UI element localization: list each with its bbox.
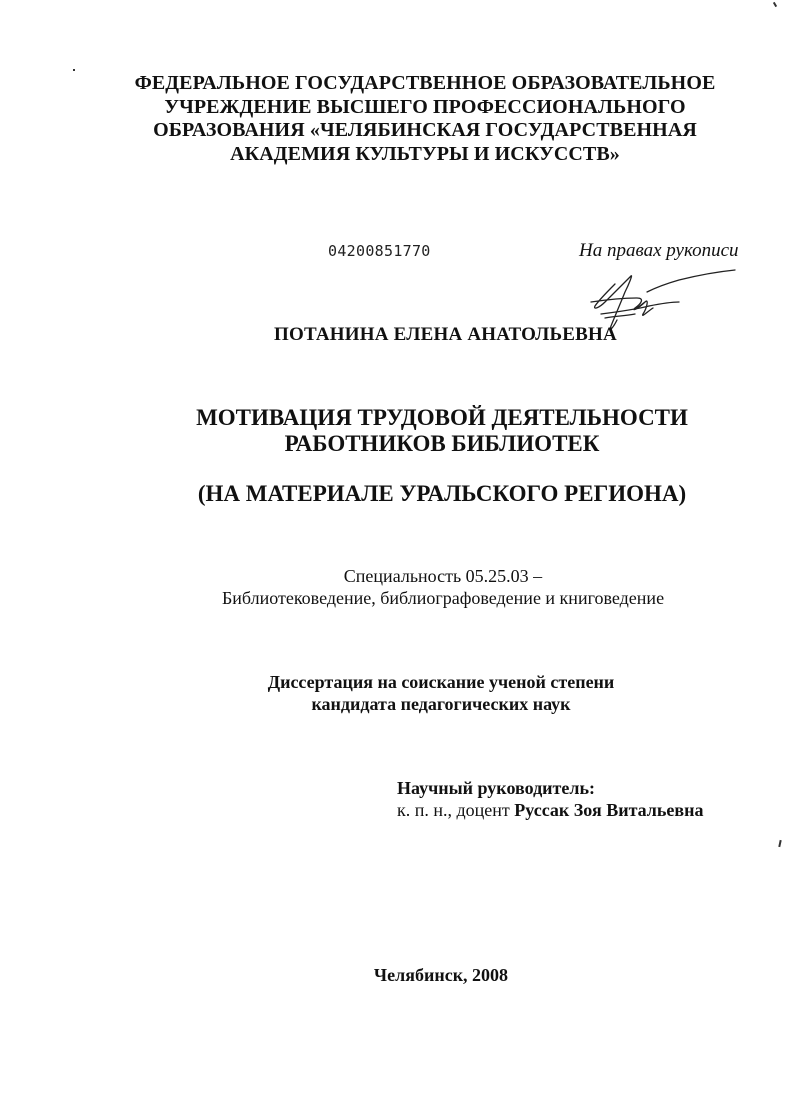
specialty-block (100, 565, 786, 609)
city-and-year: Челябинск, 2008 (373, 965, 509, 985)
specialty-name: Библиотековедение, библиографоведение и книговедение (221, 588, 665, 608)
institution-line-3: ОБРАЗОВАНИЯ «ЧЕЛЯБИНСКАЯ ГОСУДАРСТВЕННАЯ (153, 119, 697, 141)
supervisor-credentials: к. п. н., доцент (397, 800, 515, 820)
supervisor-line (397, 799, 704, 821)
specialty-code: Специальность 05.25.03 – (343, 566, 543, 586)
supervisor-name: Руссак Зоя Витальевна (514, 800, 704, 820)
degree-line-1: Диссертация на соискание ученой степени (267, 672, 615, 692)
institution-line-1: ФЕДЕРАЛЬНОЕ ГОСУДАРСТВЕННОЕ ОБРАЗОВАТЕЛЬНОЕ (134, 72, 716, 94)
institution-heading (100, 72, 750, 166)
author-name: ПОТАНИНА ЕЛЕНА АНАТОЛЬЕВНА (274, 324, 617, 345)
scan-speck (778, 840, 781, 847)
dissertation-subtitle: (НА МАТЕРИАЛЕ УРАЛЬСКОГО РЕГИОНА) (197, 481, 687, 506)
scan-speck (73, 69, 75, 71)
dissertation-title (120, 405, 764, 457)
institution-line-4: АКАДЕМИЯ КУЛЬТУРЫ И ИСКУССТВ» (230, 142, 620, 165)
title-line-1: МОТИВАЦИЯ ТРУДОВОЙ ДЕЯТЕЛЬНОСТИ (196, 405, 688, 430)
institution-line-2: УЧРЕЖДЕНИЕ ВЫСШЕГО ПРОФЕССИОНАЛЬНОГО (164, 95, 686, 118)
manuscript-rights-note: На правах рукописи (579, 240, 739, 261)
degree-statement (100, 671, 782, 715)
title-line-2: РАБОТНИКОВ БИБЛИОТЕК (284, 431, 600, 456)
degree-line-2: кандидата педагогических наук (311, 694, 571, 714)
supervisor-block (397, 777, 704, 821)
registration-number: 04200851770 (328, 242, 431, 260)
scan-speck (773, 2, 777, 7)
supervisor-label: Научный руководитель: (397, 778, 595, 798)
